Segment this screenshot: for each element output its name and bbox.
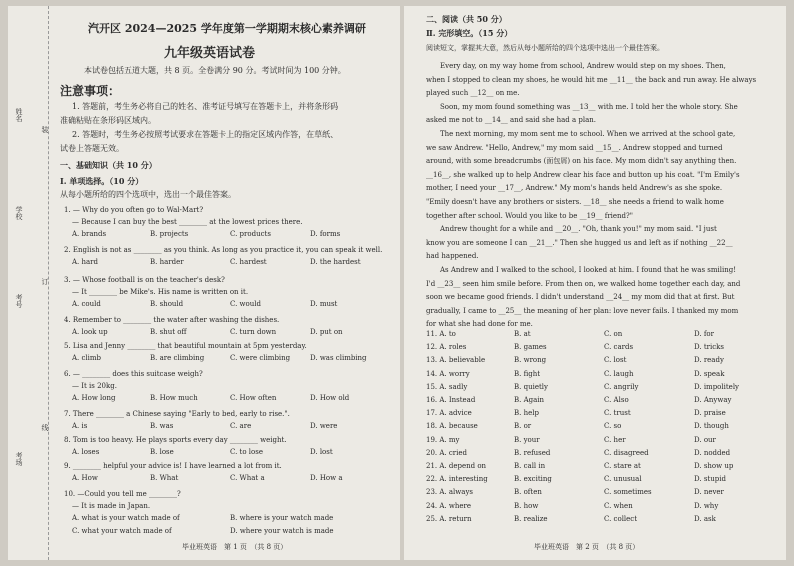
section-2-title: 二、阅读（共 50 分） — [426, 14, 507, 24]
passage-line: gradually, I came to __25__ the meaning of her plan: love never fails. I thanked my mom — [426, 306, 739, 315]
passage-line: asked me not to __14__ and said she had a plan. — [426, 116, 596, 125]
cloze-option: C. disagreed — [604, 448, 649, 457]
cloze-option: C. collect — [604, 514, 638, 523]
cloze-option: 13. A. believable — [426, 356, 486, 365]
cloze-option: 12. A. roles — [426, 343, 467, 352]
cloze-option: B. realize — [514, 514, 548, 523]
cloze-option: D. speak — [694, 369, 725, 378]
answer-option: B. harder — [150, 258, 184, 266]
cloze-option: 17. A. advice — [426, 409, 472, 418]
cloze-option: C. Also — [604, 396, 629, 404]
question-stem-line2: — It is made in Japan. — [72, 502, 151, 510]
answer-option: D. How old — [310, 394, 350, 402]
cloze-option: D. show up — [694, 462, 734, 470]
notice-2: 2. 答题时，考生务必按照考试要求在答题卡上的指定区域内作答，在草纸、 — [72, 130, 339, 139]
answer-option: B. where is your watch made — [230, 514, 334, 522]
exam-page-2 — [404, 6, 786, 560]
cloze-option: D. never — [694, 488, 724, 497]
answer-option: A. How long — [72, 394, 116, 402]
cloze-option: D. tricks — [694, 343, 724, 352]
answer-option: B. shut off — [150, 328, 187, 336]
answer-option: C. What a — [230, 474, 265, 482]
passage-line: mother, I need your __17__, Andrew." My mom's hands held Andrew's as she spoke. — [426, 184, 723, 193]
passage-line: together after school. Would you like to be __19__ friend?" — [426, 211, 634, 220]
cloze-option: 24. A. where — [426, 501, 471, 510]
passage-line: know you are someone I can __21__." Then she hugged us and left as if nothing __22__ — [426, 238, 733, 247]
answer-option: B. lose — [150, 448, 174, 456]
passage-line: I'd __23__ seen him smile before. From then on, we walked home together each day, and — [426, 279, 741, 288]
cloze-option: D. Anyway — [694, 396, 732, 404]
answer-option: B. projects — [150, 230, 189, 238]
cloze-option: C. cards — [604, 343, 634, 352]
cloze-option: B. at — [514, 330, 531, 338]
cloze-option: B. refused — [514, 448, 551, 457]
answer-option: C. hardest — [230, 258, 267, 266]
cloze-option: C. sometimes — [604, 488, 652, 497]
cloze-option: D. though — [694, 422, 729, 431]
answer-option: D. where your watch is made — [230, 527, 334, 535]
answer-option: D. the hardest — [310, 258, 361, 266]
answer-option: A. is — [72, 422, 88, 430]
answer-option: D. were — [310, 422, 338, 430]
cloze-option: D. nodded — [694, 448, 731, 457]
cloze-option: 20. A. cried — [426, 448, 467, 457]
cloze-option: 16. A. Instead — [426, 396, 476, 404]
notice-title: 注意事项： — [60, 84, 121, 98]
cloze-option: 14. A. worry — [426, 369, 470, 378]
passage-line: __16__, she walked up to help Andrew clear his face and button up his coat. "I'm Emily's — [426, 170, 740, 179]
passage-line: around, with some breadcrumbs (面包屑) on his face. My mom didn't say anything then. — [426, 157, 737, 166]
cloze-option: B. often — [514, 488, 542, 497]
cloze-option: C. laugh — [604, 369, 634, 378]
answer-option: C. are — [230, 422, 252, 430]
cloze-option: C. angrily — [604, 382, 639, 391]
cloze-option: 15. A. sadly — [426, 382, 468, 391]
question-stem: 3. — Whose football is on the teacher's desk? — [64, 276, 225, 284]
answer-option: B. was — [150, 422, 174, 430]
question-stem: 5. Lisa and Jenny ________ that beautiful mountain at 5pm yesterday. — [64, 342, 307, 350]
notice-1b: 准确粘贴在条形码区域内。 — [60, 116, 156, 125]
question-stem-line2: — Because I can buy the best ________ at the lowest prices there. — [72, 218, 303, 226]
answer-option: A. brands — [72, 230, 107, 238]
exam-header: 汽开区 2024—2025 学年度第一学期期末核心素养调研 — [88, 22, 366, 35]
cloze-option: D. ask — [694, 514, 716, 523]
question-stem: 7. There ________ a Chinese saying "Early to bed, early to rise.". — [64, 410, 290, 418]
answer-option: A. look up — [72, 328, 108, 336]
passage-line: had happened. — [426, 252, 479, 261]
passage-line: Every day, on my way home from school, Andrew would step on my shoes. Then, — [426, 62, 726, 70]
cloze-option: D. ready — [694, 356, 724, 365]
page-footer-2: 毕业班英语 第 2 页 （共 8 页） — [534, 543, 640, 551]
cloze-option: B. quietly — [514, 382, 548, 391]
cloze-option: B. games — [514, 343, 547, 352]
section-1-title: 一、基础知识（共 10 分） — [60, 160, 157, 170]
cloze-option: D. stupid — [694, 475, 726, 484]
margin-label: 装 — [41, 126, 49, 133]
subsection-1-title: I. 单项选择。（10 分） — [60, 176, 144, 186]
answer-option: B. What — [150, 474, 179, 482]
cloze-option: C. trust — [604, 409, 631, 418]
page-footer-1: 毕业班英语 第 1 页 （共 8 页） — [182, 543, 288, 551]
cloze-option: C. lost — [604, 356, 627, 365]
cloze-option: C. on — [604, 330, 623, 338]
passage-line: "Emily doesn't have any brothers or sisters. __18__ she needs a friend to walk home — [426, 198, 724, 206]
answer-option: C. How often — [230, 394, 277, 402]
cloze-option: 19. A. my — [426, 435, 460, 444]
cloze-option: C. when — [604, 501, 633, 510]
passage-line: Soon, my mom found something was __13__ with me. I told her the whole story. She — [426, 102, 738, 111]
answer-option: D. lost — [310, 448, 333, 456]
cloze-option: B. exciting — [514, 475, 552, 484]
answer-option: B. should — [150, 300, 184, 308]
question-stem: 8. Tom is too heavy. He plays sports every day ________ weight. — [64, 436, 287, 444]
answer-option: D. must — [310, 300, 338, 308]
passage-line: As Andrew and I walked to the school, I looked at him. I found that he was smiling! — [426, 266, 737, 274]
answer-option: C. were climbing — [230, 354, 291, 362]
cloze-option: C. unusual — [604, 475, 642, 484]
cloze-option: B. how — [514, 501, 539, 510]
answer-option: A. climb — [72, 354, 102, 362]
cloze-option: 23. A. always — [426, 488, 473, 497]
cloze-option: D. for — [694, 330, 714, 338]
answer-option: D. was climbing — [310, 354, 367, 362]
cloze-option: 22. A. interesting — [426, 475, 488, 484]
cloze-option: C. her — [604, 435, 626, 444]
exam-page-1 — [8, 6, 400, 560]
answer-option: B. are climbing — [150, 354, 205, 362]
cloze-option: D. our — [694, 435, 716, 444]
answer-option: A. How — [72, 474, 98, 482]
margin-label: 线 — [41, 424, 49, 431]
answer-option: A. could — [72, 300, 101, 308]
answer-option: B. How much — [150, 394, 198, 402]
subsection-2-title: Ⅱ. 完形填空。（15 分） — [426, 28, 513, 38]
answer-option: C. to lose — [230, 448, 263, 456]
passage-line: soon we became good friends. I didn't understand __24__ my mom did that at first. But — [426, 293, 735, 302]
answer-option: C. products — [230, 230, 271, 238]
question-stem: 6. — ________ does this suitcase weigh? — [64, 370, 203, 378]
answer-option: A. hard — [72, 258, 99, 266]
question-stem-line2: — It is 20kg. — [72, 382, 117, 390]
answer-option: C. turn down — [230, 328, 277, 336]
margin-label: 考场 — [15, 452, 23, 466]
answer-option: C. what your watch made of — [72, 527, 172, 535]
answer-option: A. loses — [72, 448, 100, 456]
cloze-option: B. your — [514, 435, 540, 444]
notice-1: 1. 答题前，考生务必将自己的姓名、准考证号填写在答题卡上，并将条形码 — [72, 102, 339, 111]
cloze-option: D. why — [694, 501, 719, 510]
cloze-option: 21. A. depend on — [426, 462, 487, 470]
answer-option: C. would — [230, 300, 261, 308]
cloze-option: B. wrong — [514, 356, 547, 365]
question-stem: 9. ________ helpful your advice is! I have learned a lot from it. — [64, 462, 282, 470]
question-stem: 2. English is not as ________ as you think. As long as you practice it, you can speak it well. — [64, 246, 383, 254]
cloze-option: 11. A. to — [426, 330, 456, 338]
question-stem: 1. — Why do you often go to Wal-Mart? — [64, 206, 204, 214]
question-stem: 4. Remember to ________ the water after washing the dishes. — [64, 316, 280, 324]
passage-line: for what she had done for me. — [426, 320, 533, 329]
margin-label: 考号 — [15, 294, 23, 308]
question-stem-line2: — It ________ be Mike's. His name is written on it. — [72, 288, 249, 296]
instruction-1: 从每小题所给的四个选项中，选出一个最佳答案。 — [60, 190, 236, 199]
cloze-option: C. so — [604, 422, 622, 431]
cloze-option: D. impolitely — [694, 382, 740, 391]
exam-intro: 本试卷包括五道大题，共 8 页。全卷满分 90 分。考试时间为 100 分钟。 — [84, 66, 346, 75]
passage-line: we saw Andrew. "Hello, Andrew," my mom said __15__. Andrew stopped and turned — [426, 143, 723, 152]
notice-2b: 试卷上答题无效。 — [60, 144, 124, 153]
margin-label: 姓名 — [15, 108, 23, 122]
exam-subtitle: 九年级英语试卷 — [164, 46, 256, 61]
passage-line: played such __12__ on me. — [426, 89, 520, 98]
instruction-2: 阅读短文，掌握其大意，然后从每小题所给的四个选项中选出一个最佳答案。 — [426, 44, 664, 52]
passage-line: when I stopped to clean my shoes, he would hit me __11__ the back and run away. He always — [426, 75, 757, 84]
answer-option: D. forms — [310, 230, 341, 238]
answer-option: D. put on — [310, 328, 343, 336]
passage-line: Andrew thought for a while and __20__. "Oh, thank you!" my mom said. "I just — [426, 225, 717, 234]
cloze-option: B. fight — [514, 369, 541, 378]
cloze-option: D. praise — [694, 409, 726, 418]
cloze-option: B. Again — [514, 396, 545, 404]
passage-line: The next morning, my mom sent me to school. When we arrived at the school gate, — [426, 130, 736, 138]
cloze-option: 25. A. return — [426, 514, 472, 523]
answer-option: D. How a — [310, 474, 343, 482]
cloze-option: C. stare at — [604, 462, 641, 470]
question-stem: 10. —Could you tell me ________? — [64, 490, 181, 498]
cloze-option: B. help — [514, 409, 539, 418]
cloze-option: B. call in — [514, 462, 546, 470]
cloze-option: 18. A. because — [426, 422, 478, 431]
margin-label: 订 — [41, 278, 49, 285]
cloze-option: B. or — [514, 422, 532, 431]
margin-label: 学校 — [15, 206, 23, 220]
answer-option: A. what is your watch made of — [72, 514, 180, 522]
